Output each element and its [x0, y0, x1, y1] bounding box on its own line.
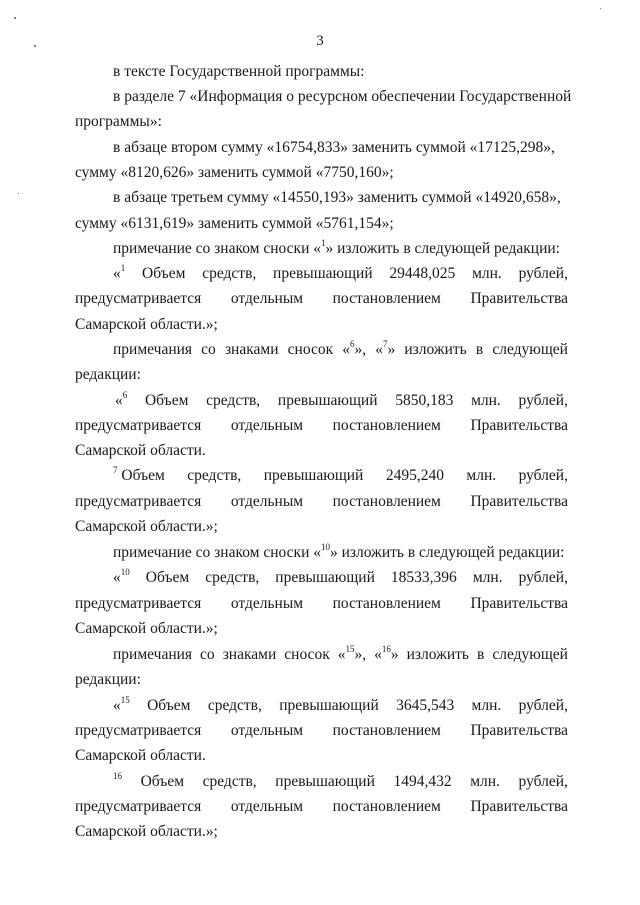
word: отдельным: [230, 798, 304, 815]
paragraph-line: в абзаце третьем сумму «14550,193» заменить суммой «14920,658»,: [113, 189, 561, 206]
word: рублей,: [518, 773, 568, 790]
paragraph-line: Самарской области.»;: [75, 823, 218, 840]
word: средств,: [207, 697, 262, 714]
paragraph-line: [113, 237, 560, 258]
scan-speck: [18, 193, 19, 194]
word: постановлением: [332, 595, 441, 612]
footnote-mark: 1: [120, 262, 126, 273]
text-run: [113, 770, 122, 791]
word: превышающий: [275, 773, 375, 790]
word: отдельным: [230, 290, 304, 307]
word: отдельным: [230, 595, 304, 612]
word: средств,: [206, 392, 261, 409]
footnote-mark: 15: [120, 694, 130, 705]
word: Правительства: [470, 595, 568, 612]
word: изложить: [404, 341, 467, 358]
word: изложить: [406, 646, 469, 663]
word: 5850,183: [395, 392, 454, 409]
word: Правительства: [470, 290, 568, 307]
word: следующей: [492, 341, 568, 358]
paragraph-line: [75, 798, 568, 816]
word: средств,: [187, 467, 242, 484]
footnote-mark: 7: [383, 338, 388, 349]
text-run: » изложить в следующей редакции:: [325, 240, 560, 257]
paragraph-line: [113, 338, 568, 359]
word: млн.: [470, 773, 500, 790]
word: превышающий: [277, 392, 378, 409]
footnote-mark: 6: [122, 389, 128, 400]
paragraph-line: [75, 493, 568, 511]
word: в: [477, 646, 485, 663]
word: постановлением: [332, 417, 441, 434]
word: примечания: [113, 341, 193, 358]
word: 3645,543: [396, 697, 455, 714]
word: средств,: [202, 265, 257, 282]
paragraph-line: сумму «8120,626» заменить суммой «7750,160»;: [75, 164, 394, 181]
paragraph-line: в абзаце втором сумму «16754,833» заменить суммой «17125,298»,: [113, 139, 555, 156]
text-run: «$^{10}$: [113, 566, 130, 586]
word: рублей,: [518, 697, 568, 714]
paragraph-line: [75, 290, 568, 308]
text-run: примечание со знаком сноски «: [113, 544, 321, 561]
word: примечания: [113, 646, 193, 663]
word: рублей,: [518, 569, 568, 586]
word: «$^6$»,: [342, 338, 367, 358]
word: Объем: [145, 569, 190, 586]
word: предусматривается: [75, 595, 202, 612]
word: превышающий: [279, 697, 379, 714]
paragraph-line: [113, 262, 568, 283]
paragraph-line: [75, 722, 568, 740]
word: Объем: [147, 697, 191, 714]
text-run: » изложить в следующей редакции:: [330, 544, 565, 561]
word: 2495,240: [385, 467, 444, 484]
paragraph-line: [113, 770, 568, 791]
paragraph-line: [113, 566, 568, 587]
word: постановлением: [332, 290, 441, 307]
text-run: «$^6$: [115, 389, 128, 409]
footnote-mark: 15: [345, 643, 355, 654]
page-number: 3: [316, 33, 324, 49]
word: Правительства: [470, 493, 568, 510]
word: Правительства: [470, 722, 568, 739]
word: предусматривается: [75, 722, 202, 739]
word: рублей,: [518, 392, 568, 409]
word: рублей,: [518, 265, 568, 282]
paragraph-line: [75, 417, 568, 435]
text-run: «$^1$: [113, 262, 126, 282]
paragraph-line: Самарской области.: [75, 747, 206, 764]
footnote-mark: 16: [113, 770, 122, 781]
word: следующей: [492, 646, 568, 663]
footnote-mark: 10: [120, 566, 130, 577]
paragraph-line: [75, 595, 568, 613]
word: предусматривается: [75, 798, 202, 815]
word: Правительства: [470, 417, 568, 434]
paragraph-line: редакции:: [75, 366, 141, 383]
footnote-mark: 10: [321, 541, 330, 552]
paragraph-line: в тексте Государственной программы:: [113, 63, 365, 80]
word: постановлением: [332, 493, 441, 510]
word: постановлением: [332, 722, 441, 739]
word: рублей,: [518, 467, 568, 484]
word: «$^7$»: [375, 338, 396, 358]
word: млн.: [471, 392, 501, 409]
word: предусматривается: [75, 417, 202, 434]
paragraph-line: Самарской области.: [75, 442, 206, 459]
word: постановлением: [332, 798, 441, 815]
paragraph-line: редакции:: [75, 671, 141, 688]
paragraph-line: [113, 694, 568, 715]
word: средств,: [202, 773, 257, 790]
word: Объем: [144, 392, 189, 409]
word: млн.: [472, 265, 502, 282]
word: 1494,432: [393, 773, 452, 790]
word: 29448,025: [389, 265, 456, 282]
scan-speck: [600, 8, 601, 9]
word: предусматривается: [75, 290, 202, 307]
word: средств,: [205, 569, 260, 586]
text-run: «$^{15}$: [113, 694, 130, 714]
word: предусматривается: [75, 493, 202, 510]
paragraph-line: [113, 541, 565, 562]
paragraph-line: Самарской области.»;: [75, 518, 218, 535]
word: Объем: [142, 265, 186, 282]
word: «$^{15}$»,: [337, 643, 367, 663]
paragraph-line: [113, 464, 568, 485]
paragraph-line: сумму «6131,619» заменить суммой «5761,154»;: [75, 215, 394, 232]
word: Правительства: [470, 798, 568, 815]
word: со: [201, 341, 216, 358]
scan-speck: [14, 17, 16, 19]
word: млн.: [466, 467, 497, 484]
word: превышающий: [263, 467, 364, 484]
word: отдельным: [230, 493, 304, 510]
text-run: $^7$ Объем: [113, 464, 165, 484]
paragraph-line: в разделе 7 «Информация о ресурсном обеспечении Государственной: [113, 88, 572, 105]
footnote-mark: 7: [113, 464, 118, 475]
scan-speck: [34, 45, 36, 47]
paragraph-line: Самарской области.»;: [75, 316, 218, 333]
word: 18533,396: [390, 569, 457, 586]
word: млн.: [472, 569, 503, 586]
word: сносок: [284, 646, 330, 663]
paragraph-line: программы»:: [75, 113, 162, 130]
word: знаками: [222, 646, 277, 663]
word: в: [475, 341, 484, 358]
paragraph-line: [115, 389, 568, 410]
word: отдельным: [230, 722, 304, 739]
word: превышающий: [273, 265, 373, 282]
word: со: [200, 646, 215, 663]
word: знаками: [224, 341, 279, 358]
word: сносок: [287, 341, 334, 358]
paragraph-line: Самарской области.»;: [75, 620, 218, 637]
word: Объем: [140, 773, 185, 790]
word: отдельным: [230, 417, 304, 434]
footnote-mark: 16: [381, 643, 391, 654]
word: «$^{16}$»: [374, 643, 399, 663]
word: млн.: [471, 697, 502, 714]
footnote-mark: 1: [321, 237, 326, 248]
word: превышающий: [275, 569, 375, 586]
text-run: примечание со знаком сноски «: [113, 240, 321, 257]
footnote-mark: 6: [350, 338, 355, 349]
paragraph-line: [113, 643, 568, 664]
